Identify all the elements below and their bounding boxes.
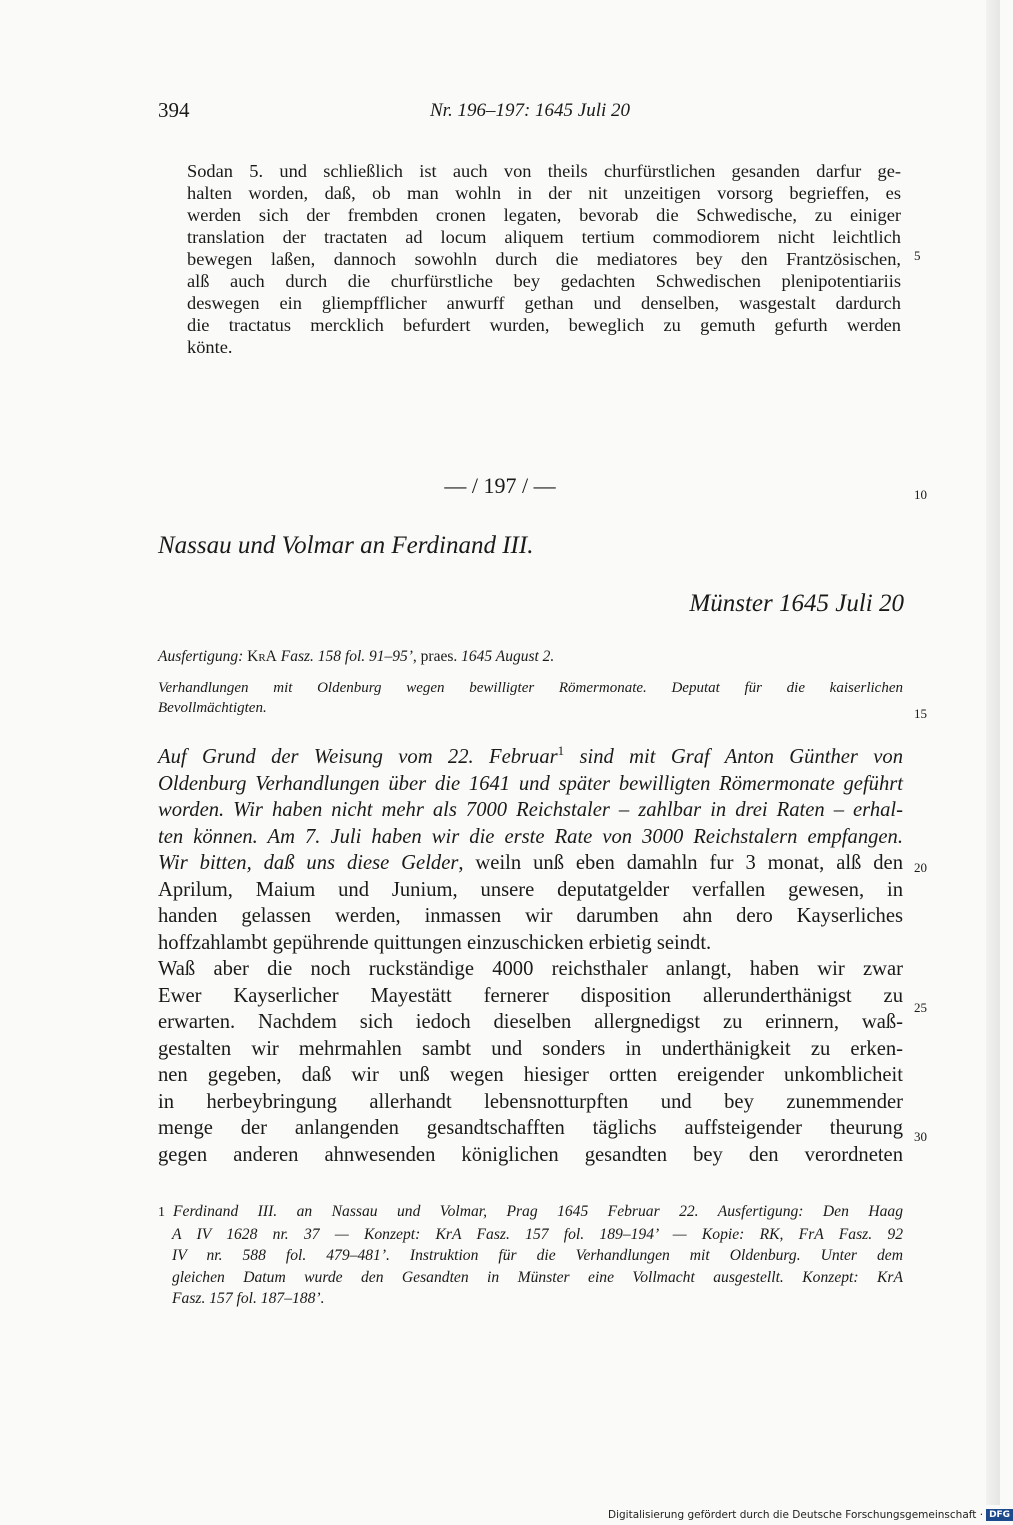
footnote-line: IV nr. 588 fol. 479–481’. Instruktion für die Verhandlungen mit Oldenburg. Unter dem [172, 1247, 903, 1264]
margin-line-number: 20 [914, 860, 927, 875]
main-text [158, 744, 903, 1168]
main-text-line [158, 744, 903, 771]
intro-paragraph [187, 160, 901, 358]
page-number: 394 [158, 98, 190, 122]
text-line: die tractatus mercklich befurdert wurden, beweglich zu gemuth gefurth werden [187, 315, 901, 335]
footnote-reference[interactable]: 1 [557, 743, 565, 759]
main-text-line: in herbeybringung allerhandt lebensnotturpften und bey zunemmender [158, 1090, 903, 1113]
text-line: translation der tractaten ad locum aliquem tertium commodiorem nicht leichtlich [187, 227, 901, 247]
main-text-line: menge der anlangenden gesandtschafften täglichs auffsteigender theurung [158, 1117, 903, 1139]
main-text-line [158, 850, 903, 877]
main-text-line: handen gelassen werden, inmassen wir darumben ahn dero Kayserliches [158, 905, 903, 927]
document-heading: Nassau und Volmar an Ferdinand III. [158, 532, 534, 559]
summary-line: Verhandlungen mit Oldenburg wegen bewilligter Römermonate. Deputat für die kaiserlichen [158, 680, 903, 696]
footnote-marker: 1 [158, 1205, 165, 1220]
source-note [158, 648, 554, 666]
summary-line: Bevollmächtigten. [158, 700, 267, 716]
main-text-line: hoffzahlambt gepührende quittungen einzuschicken erbietig seindt. [158, 931, 712, 954]
margin-line-number: 25 [914, 1000, 927, 1015]
text-line: werden sich der frembden cronen legaten, bevorab die Schwedische, zu einiger [187, 205, 901, 225]
text-line: könte. [187, 337, 233, 357]
main-text-line: Oldenburg Verhandlungen über die 1641 und später bewilligten Römermonate geführt [158, 772, 903, 795]
source-fasz: Fasz. 158 fol. 91–95’ [280, 648, 413, 665]
document-number: — / 197 / — [444, 473, 556, 498]
main-text-line: Ewer Kayserlicher Mayestätt fernerer disposition allerunderthänigst zu [158, 984, 903, 1007]
main-text-line: Aprilum, Maium und Junium, unsere deputatgelder verfallen gewesen, in [158, 878, 903, 901]
source-label: Ausfertigung: [158, 648, 244, 665]
source-praes: , praes. [412, 648, 458, 665]
main-text-line: worden. Wir haben nicht mehr als 7000 Reichstaler – zahlbar in drei Raten – erhal- [158, 799, 903, 821]
footnote-line: gleichen Datum wurde den Gesandten in Münster eine Vollmacht ausgestellt. Konzept: KrA [172, 1268, 903, 1286]
main-text-line: nen gegeben, daß wir unß wegen hiesiger ortten ereigender unkomblicheit [158, 1064, 903, 1086]
footnote-line: A IV 1628 nr. 37 — Konzept: KrA Fasz. 157 fol. 189–194’ — Kopie: RK, FrA Fasz. 92 [172, 1225, 903, 1243]
text-line: halten worden, daß, ob man wohln in der nit unzeitigen vorsorg begrieffen, es [187, 183, 901, 203]
text-line: bewegen laßen, dannoch sowohln durch die mediatores bey den Frantzösischen, [187, 249, 901, 269]
margin-line-number: 5 [914, 248, 921, 263]
footnote-text: Ferdinand III. an Nassau und Volmar, Prag 1645 Februar 22. Ausfertigung: Den Haag [173, 1203, 903, 1220]
italic-text: Wir bitten, daß uns diese Gelder [158, 852, 459, 874]
source-date: 1645 August 2. [461, 648, 555, 665]
footnote [158, 1201, 903, 1310]
dfg-logo-icon: DFG [986, 1509, 1013, 1521]
main-text-line: gestalten wir mehrmahlen sambt und sonders in underthänigkeit zu erken- [158, 1037, 903, 1060]
italic-text: Auf Grund der Weisung vom 22. Februar [158, 746, 558, 768]
main-text-line: erwarten. Nachdem sich iedoch dieselben allergnedigst zu erinnern, waß- [158, 1011, 903, 1033]
source-archive: KrA [247, 648, 277, 665]
running-title: Nr. 196–197: 1645 Juli 20 [430, 100, 631, 121]
document-place-date: Münster 1645 Juli 20 [689, 590, 904, 617]
text-line: Sodan 5. und schließlich ist auch von theils churfürstlichen gesanden darfur ge- [187, 161, 901, 181]
main-text-line: ten können. Am 7. Juli haben wir die erste Rate von 3000 Reichstalern empfangen. [158, 825, 903, 848]
italic-text: sind mit Graf Anton Günther von [564, 746, 903, 768]
main-text-line: Waß aber die noch ruckständige 4000 reichsthaler anlangt, haben wir zwar [158, 958, 903, 980]
document-summary [158, 678, 903, 718]
digitization-credit [608, 1509, 1013, 1521]
text-line: alß auch durch die churfürstliche bey gedachten Schwedischen plenipotentiariis [187, 271, 901, 291]
page-edge-shadow [986, 0, 1000, 1505]
footnote-line [158, 1201, 903, 1224]
text-line: deswegen ein gliempfflicher anwurff gethan und denselben, wasgestalt dardurch [187, 293, 901, 313]
margin-line-number: 10 [914, 487, 927, 502]
main-text-line: gegen anderen ahnwesenden königlichen gesandten bey den verordneten [158, 1143, 903, 1166]
roman-text: , weiln unß eben damahln fur 3 monat, alß den [458, 852, 903, 874]
margin-line-number: 15 [914, 706, 927, 721]
footnote-line: Fasz. 157 fol. 187–188’. [172, 1290, 325, 1307]
credit-text: Digitalisierung gefördert durch die Deutsche Forschungsgemeinschaft · [608, 1509, 984, 1521]
margin-line-number: 30 [914, 1129, 927, 1144]
